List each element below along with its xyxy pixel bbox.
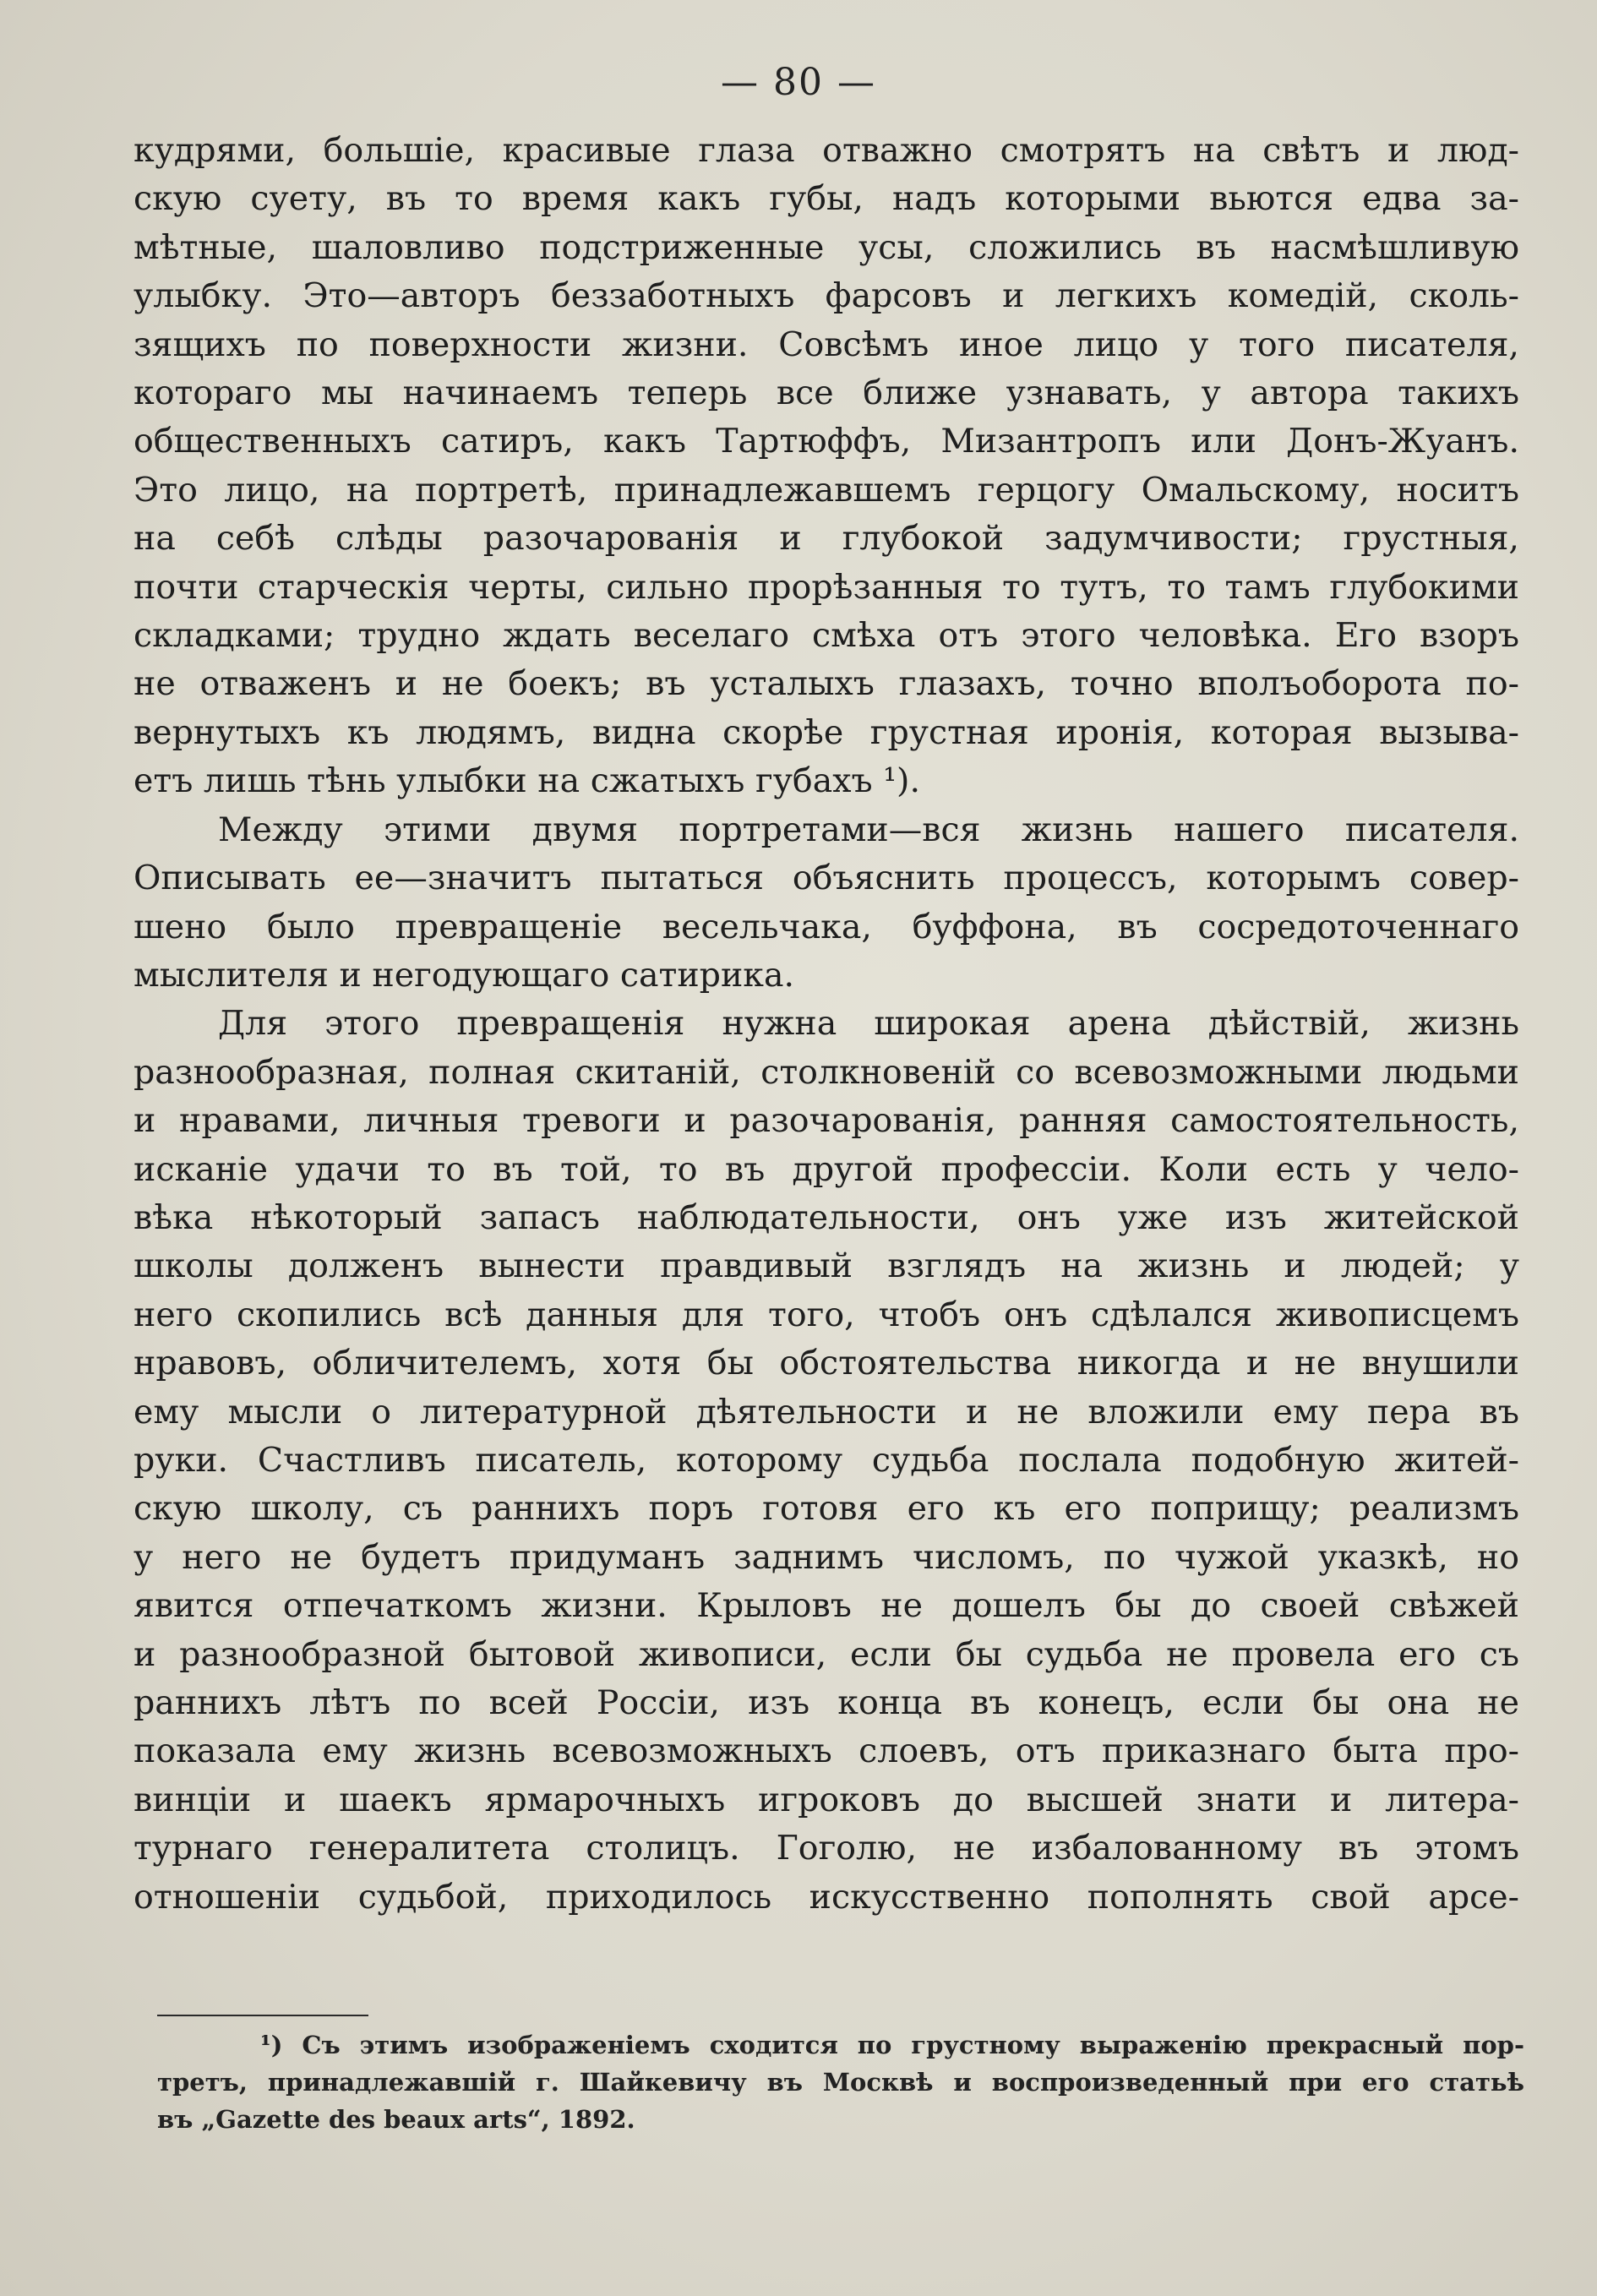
text-line: котораго мы начинаемъ теперь все ближе узнавать, у автора такихъ	[134, 374, 1519, 413]
text-line: него скопились всѣ данныя для того, чтобъ онъ сдѣлался живописцемъ	[134, 1295, 1519, 1334]
page-number: — 80 —	[721, 61, 876, 104]
text-line: турнаго генералитета столицъ. Гоголю, не избалованному въ этомъ	[134, 1829, 1519, 1868]
text-line: у него не будетъ придуманъ заднимъ числомъ, по чужой указкѣ, но	[134, 1537, 1519, 1577]
text-line: вѣка нѣкоторый запасъ наблюдательности, онъ уже изъ житейской	[134, 1197, 1519, 1237]
text-line: скую суету, въ то время какъ губы, надъ которыми вьются едва за-	[134, 179, 1519, 219]
footnote-line: въ „Gazette des beaux arts“, 1892.	[157, 2105, 635, 2134]
text-line: Описывать ее—значитъ пытаться объяснить процессъ, которымъ совер-	[134, 859, 1519, 898]
text-line: не отваженъ и не боекъ; въ усталыхъ глазахъ, точно вполъоборота по-	[134, 664, 1519, 704]
footnote-line: ¹) Съ этимъ изображеніемъ сходится по грустному выраженію прекрасный пор-	[260, 2031, 1524, 2059]
text-line: и нравами, личныя тревоги и разочарованія, ранняя самостоятельность,	[134, 1101, 1519, 1141]
text-line: улыбку. Это—авторъ беззаботныхъ фарсовъ и легкихъ комедій, сколь-	[134, 276, 1519, 316]
text-line: ему мысли о литературной дѣятельности и не вложили ему пера въ	[134, 1392, 1519, 1432]
text-line: нравовъ, обличителемъ, хотя бы обстоятельства никогда и не внушили	[134, 1344, 1519, 1383]
text-line: и разнообразной бытовой живописи, если бы судьба не провела его съ	[134, 1634, 1519, 1674]
text-line: отношеніи судьбой, приходилось искусственно пополнять свой арсе-	[134, 1877, 1519, 1917]
text-line: Это лицо, на портретѣ, принадлежавшемъ герцогу Омальскому, носитъ	[134, 470, 1519, 510]
text-line: явится отпечаткомъ жизни. Крыловъ не дошелъ бы до своей свѣжей	[134, 1586, 1519, 1626]
main-text	[134, 127, 1519, 1922]
text-line: мѣтные, шаловливо подстриженные усы, сложились въ насмѣшливую	[134, 227, 1519, 267]
text-line: складками; трудно ждать веселаго смѣха отъ этого человѣка. Его взоръ	[134, 616, 1519, 656]
text-line: Для этого превращенія нужна широкая арена дѣйствій, жизнь	[218, 1004, 1519, 1044]
footnote	[157, 2026, 1524, 2138]
text-line: разнообразная, полная скитаній, столкновеній со всевозможными людьми	[134, 1052, 1519, 1092]
text-line: винціи и шаекъ ярмарочныхъ игроковъ до высшей знати и литера-	[134, 1780, 1519, 1819]
text-line: вернутыхъ къ людямъ, видна скорѣе грустная иронія, которая вызыва-	[134, 712, 1519, 752]
text-line: мыслителя и негодующаго сатирика.	[134, 955, 795, 995]
text-line: исканіе удачи то въ той, то въ другой профессіи. Коли есть у чело-	[134, 1149, 1519, 1189]
text-line: раннихъ лѣтъ по всей Россіи, изъ конца въ конецъ, если бы она не	[134, 1683, 1519, 1722]
paragraph-1	[134, 127, 1519, 806]
text-line: шено было превращеніе весельчака, буффона, въ сосредоточеннаго	[134, 907, 1519, 946]
paragraph-3	[134, 1000, 1519, 1922]
text-line: школы долженъ вынести правдивый взглядъ на жизнь и людей; у	[134, 1246, 1519, 1286]
text-line: Между этими двумя портретами—вся жизнь нашего писателя.	[218, 810, 1519, 849]
text-line: руки. Счастливъ писатель, которому судьба послала подобную житей-	[134, 1440, 1519, 1480]
text-line: почти старческія черты, сильно прорѣзанныя то тутъ, то тамъ глубокими	[134, 567, 1519, 607]
paragraph-2	[134, 806, 1519, 1001]
text-line: зящихъ по поверхности жизни. Совсѣмъ иное лицо у того писателя,	[134, 324, 1519, 364]
text-line: скую школу, съ раннихъ поръ готовя его къ его поприщу; реализмъ	[134, 1489, 1519, 1529]
text-line: кудрями, большіе, красивые глаза отважно смотрятъ на свѣтъ и люд-	[134, 131, 1519, 170]
footnote-line: третъ, принадлежавшій г. Шайкевичу въ Москвѣ и воспроизведенный при его статьѣ	[157, 2068, 1524, 2097]
text-line: показала ему жизнь всевозможныхъ слоевъ, отъ приказнаго быта про-	[134, 1732, 1519, 1771]
text-line: общественныхъ сатиръ, какъ Тартюффъ, Мизантропъ или Донъ-Жуанъ.	[134, 422, 1519, 461]
text-line: на себѣ слѣды разочарованія и глубокой задумчивости; грустныя,	[134, 519, 1519, 559]
text-line: етъ лишь тѣнь улыбки на сжатыхъ губахъ ¹).	[134, 761, 921, 801]
footnote-divider	[157, 2015, 368, 2016]
